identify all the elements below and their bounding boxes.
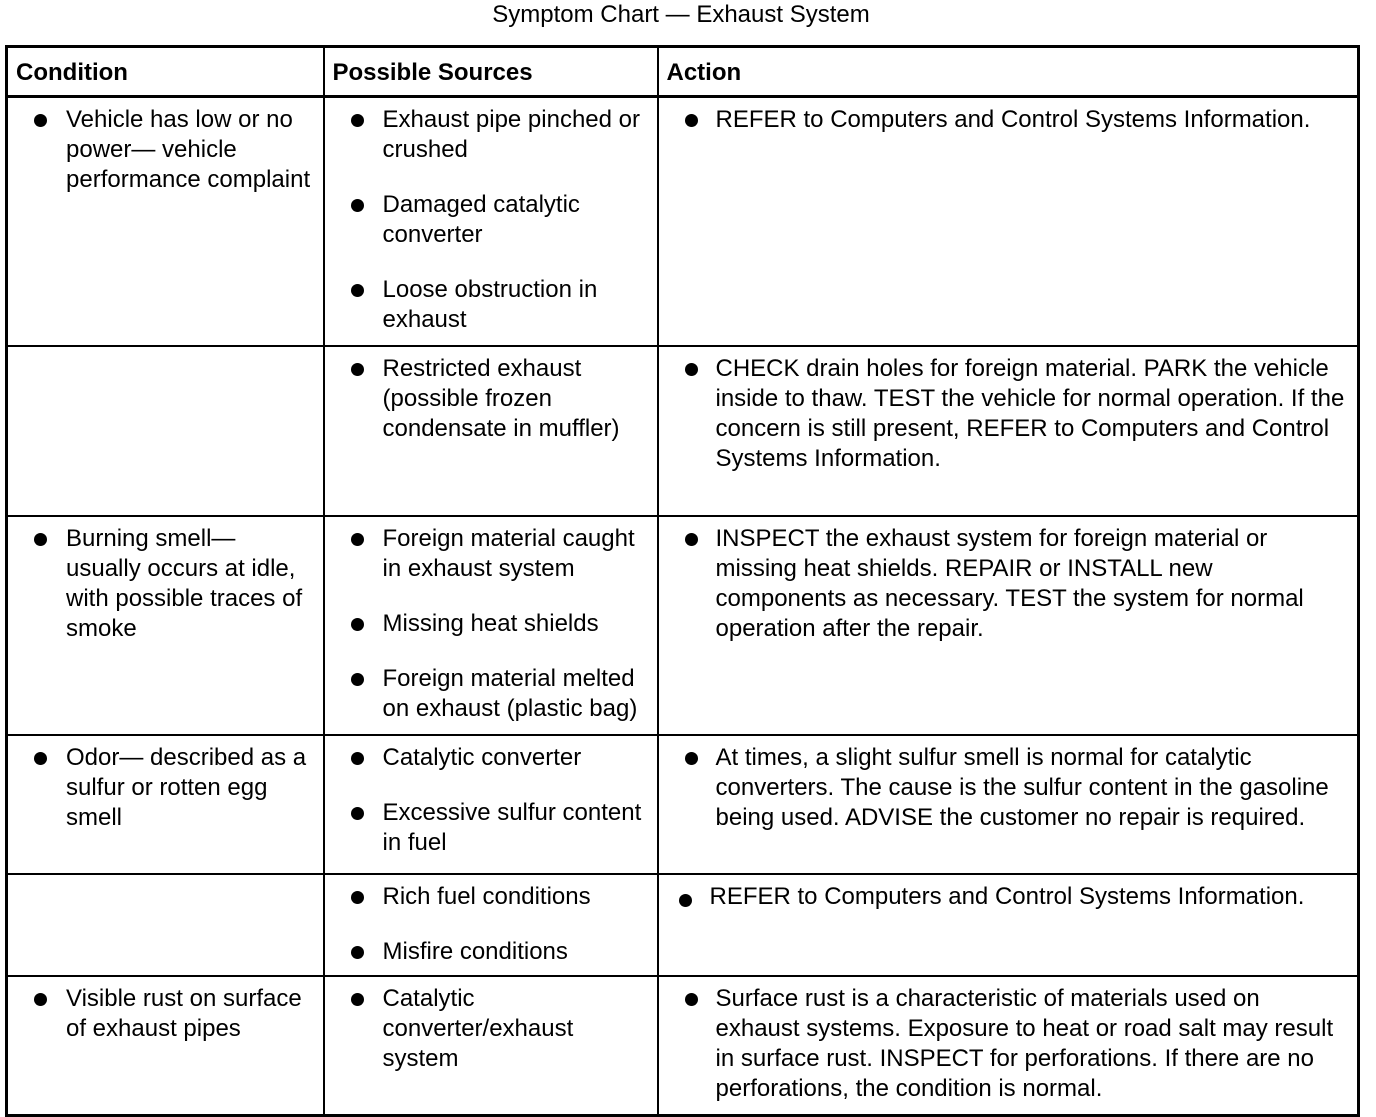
bullet-icon bbox=[34, 533, 47, 546]
condition-cell-empty bbox=[7, 874, 324, 976]
action-item: REFER to Computers and Control Systems Information. bbox=[659, 882, 1350, 912]
condition-cell bbox=[7, 735, 324, 874]
bullet-icon bbox=[351, 533, 364, 546]
bullet-icon bbox=[351, 114, 364, 127]
table-row bbox=[7, 735, 1359, 874]
bullet-icon bbox=[685, 114, 698, 127]
header-row bbox=[7, 47, 1359, 97]
condition-cell bbox=[7, 976, 324, 1116]
sources-cell bbox=[324, 976, 658, 1116]
source-item: Restricted exhaust (possible frozen condensate in muffler) bbox=[325, 354, 649, 444]
table-row bbox=[7, 97, 1359, 347]
action-cell bbox=[658, 976, 1359, 1116]
bullet-icon bbox=[685, 752, 698, 765]
source-item: Exhaust pipe pinched or crushed bbox=[325, 105, 649, 165]
source-item: Damaged catalytic converter bbox=[325, 190, 649, 250]
bullet-icon bbox=[34, 993, 47, 1006]
source-item: Foreign material caught in exhaust system bbox=[325, 524, 649, 584]
action-item: Surface rust is a characteristic of materials used on exhaust systems. Exposure to heat or road salt may result in surface rust. INSPECT for perforations. If there are no perforations, the condition is normal. bbox=[659, 984, 1350, 1104]
table-row bbox=[7, 346, 1359, 516]
header-action: Action bbox=[658, 47, 1359, 97]
bullet-icon bbox=[351, 752, 364, 765]
source-item: Missing heat shields bbox=[325, 609, 649, 639]
bullet-icon bbox=[685, 993, 698, 1006]
header-condition: Condition bbox=[7, 47, 324, 97]
bullet-icon bbox=[685, 363, 698, 376]
source-item: Rich fuel conditions bbox=[325, 882, 649, 912]
source-item: Foreign material melted on exhaust (plastic bag) bbox=[325, 664, 649, 724]
action-cell bbox=[658, 346, 1359, 516]
sources-cell bbox=[324, 516, 658, 735]
action-cell bbox=[658, 735, 1359, 874]
sources-cell bbox=[324, 346, 658, 516]
document-title: Symptom Chart — Exhaust System bbox=[492, 1, 870, 28]
header-possible-sources: Possible Sources bbox=[324, 47, 658, 97]
action-item: INSPECT the exhaust system for foreign material or missing heat shields. REPAIR or INSTALL new components as necessary. TEST the system for normal operation after the repair. bbox=[659, 524, 1350, 644]
bullet-icon bbox=[685, 533, 698, 546]
bullet-icon bbox=[679, 894, 692, 907]
bullet-icon bbox=[34, 114, 47, 127]
sources-cell bbox=[324, 97, 658, 347]
bullet-icon bbox=[351, 199, 364, 212]
action-cell bbox=[658, 874, 1359, 976]
condition-cell-empty bbox=[7, 346, 324, 516]
table-row bbox=[7, 874, 1359, 976]
table-row bbox=[7, 516, 1359, 735]
symptom-table bbox=[5, 45, 1360, 1117]
condition-item: Visible rust on surface of exhaust pipes bbox=[8, 984, 315, 1044]
bullet-icon bbox=[351, 891, 364, 904]
bullet-icon bbox=[351, 363, 364, 376]
bullet-icon bbox=[351, 946, 364, 959]
action-cell bbox=[658, 97, 1359, 347]
bullet-icon bbox=[351, 673, 364, 686]
source-item: Loose obstruction in exhaust bbox=[325, 275, 649, 335]
bullet-icon bbox=[351, 993, 364, 1006]
bullet-icon bbox=[34, 752, 47, 765]
sources-cell bbox=[324, 735, 658, 874]
source-item: Misfire conditions bbox=[325, 937, 649, 967]
condition-item: Odor— described as a sulfur or rotten egg smell bbox=[8, 743, 315, 833]
action-item: At times, a slight sulfur smell is normal for catalytic converters. The cause is the sulfur content in the gasoline being used. ADVISE the customer no repair is required. bbox=[659, 743, 1350, 833]
source-item: Catalytic converter/exhaust system bbox=[325, 984, 649, 1074]
action-item: REFER to Computers and Control Systems Information. bbox=[659, 105, 1350, 135]
bullet-icon bbox=[351, 284, 364, 297]
sources-cell bbox=[324, 874, 658, 976]
action-cell bbox=[658, 516, 1359, 735]
condition-item: Burning smell— usually occurs at idle, with possible traces of smoke bbox=[8, 524, 315, 644]
condition-cell bbox=[7, 97, 324, 347]
condition-item: Vehicle has low or no power— vehicle performance complaint bbox=[8, 105, 315, 195]
source-item: Catalytic converter bbox=[325, 743, 649, 773]
action-item: CHECK drain holes for foreign material. PARK the vehicle inside to thaw. TEST the vehicle for normal operation. If the concern is still present, REFER to Computers and Control Systems Information. bbox=[659, 354, 1350, 474]
bullet-icon bbox=[351, 807, 364, 820]
table-row bbox=[7, 976, 1359, 1116]
bullet-icon bbox=[351, 618, 364, 631]
condition-cell bbox=[7, 516, 324, 735]
source-item: Excessive sulfur content in fuel bbox=[325, 798, 649, 858]
